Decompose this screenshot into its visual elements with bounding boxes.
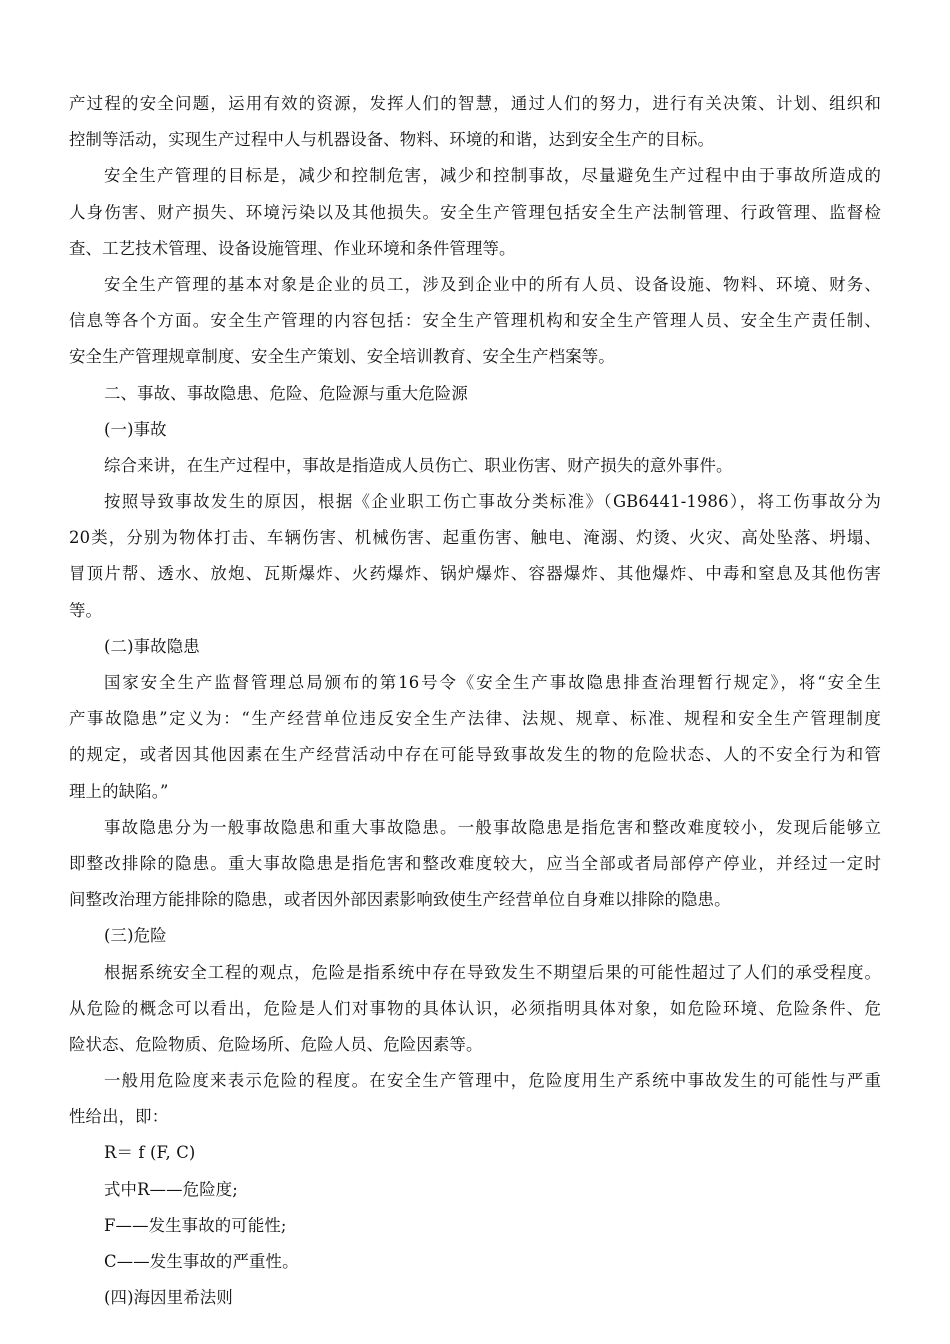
subsection-heading: (三)危险: [104, 926, 167, 946]
paragraph-line: 一般用危险度来表示危险的程度。在安全生产管理中，危险度用生产系统中事故发生的可能性与严重: [104, 1071, 881, 1091]
paragraph-line: 事故隐患分为一般事故隐患和重大事故隐患。一般事故隐患是指危害和整改难度较小，发现后能够立: [104, 817, 881, 837]
paragraph-line: 产过程的安全问题，运用有效的资源，发挥人们的智慧，通过人们的努力，进行有关决策、计划、组织和: [69, 94, 881, 113]
paragraph-line: 性给出，即：: [69, 1107, 169, 1127]
paragraph-line: 控制等活动，实现生产过程中人与机器设备、物料、环境的和谐，达到安全生产的目标。: [69, 130, 715, 150]
paragraph-line: 安全生产管理的基本对象是企业的员工，涉及到企业中的所有人员、设备设施、物料、环境、财务、: [104, 274, 881, 294]
paragraph-line: 查、工艺技术管理、设备设施管理、作业环境和条件管理等。: [69, 238, 516, 258]
section-heading: 二、事故、事故隐患、危险、危险源与重大危险源: [104, 383, 468, 403]
subsection-heading: (一)事故: [104, 419, 167, 439]
paragraph-line: 的规定，或者因其他因素在生产经营活动中存在可能导致事故发生的物的危险状态、人的不安全行为和管: [69, 745, 881, 765]
paragraph-line: 安全生产管理规章制度、安全生产策划、安全培训教育、安全生产档案等。: [69, 347, 615, 367]
paragraph-line: 人身伤害、财产损失、环境污染以及其他损失。安全生产管理包括安全生产法制管理、行政管理、监督检: [69, 202, 881, 222]
formula-definition: 式中R——危险度;: [104, 1179, 238, 1199]
paragraph-line: 综合来讲，在生产过程中，事故是指造成人员伤亡、职业伤害、财产损失的意外事件。: [104, 455, 733, 475]
paragraph-line: 按照导致事故发生的原因，根据《企业职工伤亡事故分类标准》（GB6441-1986），将工伤事故分为: [104, 492, 881, 512]
formula-definition: F——发生事故的可能性;: [104, 1215, 287, 1235]
subsection-heading: (四)海因里希法则: [104, 1288, 233, 1308]
paragraph-line: 间整改治理方能排除的隐患，或者因外部因素影响致使生产经营单位自身难以排除的隐患。: [69, 890, 731, 910]
paragraph-line: 从危险的概念可以看出，危险是人们对事物的具体认识，必须指明具体对象，如危险环境、危险条件、危: [69, 998, 881, 1018]
paragraph-line: 理上的缺陷。”: [69, 781, 169, 801]
subsection-heading: (二)事故隐患: [104, 636, 200, 656]
paragraph-line: 冒顶片帮、透水、放炮、瓦斯爆炸、火药爆炸、锅炉爆炸、容器爆炸、其他爆炸、中毒和窒息及其他伤害: [69, 564, 881, 584]
paragraph-line: 国家安全生产监督管理总局颁布的第16号令《安全生产事故隐患排查治理暂行规定》，将“安全生: [104, 673, 881, 692]
paragraph-line: 根据系统安全工程的观点，危险是指系统中存在导致发生不期望后果的可能性超过了人们的承受程度。: [104, 962, 881, 982]
paragraph-line: 即整改排除的隐患。重大事故隐患是指危害和整改难度较大，应当全部或者局部停产停业，并经过一定时: [69, 853, 881, 873]
document-page: [69, 86, 881, 1316]
paragraph-line: 安全生产管理的目标是，减少和控制危害，减少和控制事故，尽量避免生产过程中由于事故所造成的: [104, 166, 881, 186]
paragraph-line: 20类，分别为物体打击、车辆伤害、机械伤害、起重伤害、触电、淹溺、灼烫、火灾、高处坠落、坍塌、: [69, 528, 881, 548]
paragraph-line: 产事故隐患”定义为：“生产经营单位违反安全生产法律、法规、规章、标准、规程和安全生产管理制度: [69, 709, 881, 729]
formula-line: R＝ f (F, C): [104, 1143, 196, 1163]
paragraph-line: 信息等各个方面。安全生产管理的内容包括：安全生产管理机构和安全生产管理人员、安全生产责任制、: [69, 311, 881, 331]
paragraph-line: 险状态、危险物质、危险场所、危险人员、危险因素等。: [69, 1034, 483, 1054]
paragraph-line: 等。: [69, 600, 103, 620]
formula-definition: C——发生事故的严重性。: [104, 1252, 299, 1271]
